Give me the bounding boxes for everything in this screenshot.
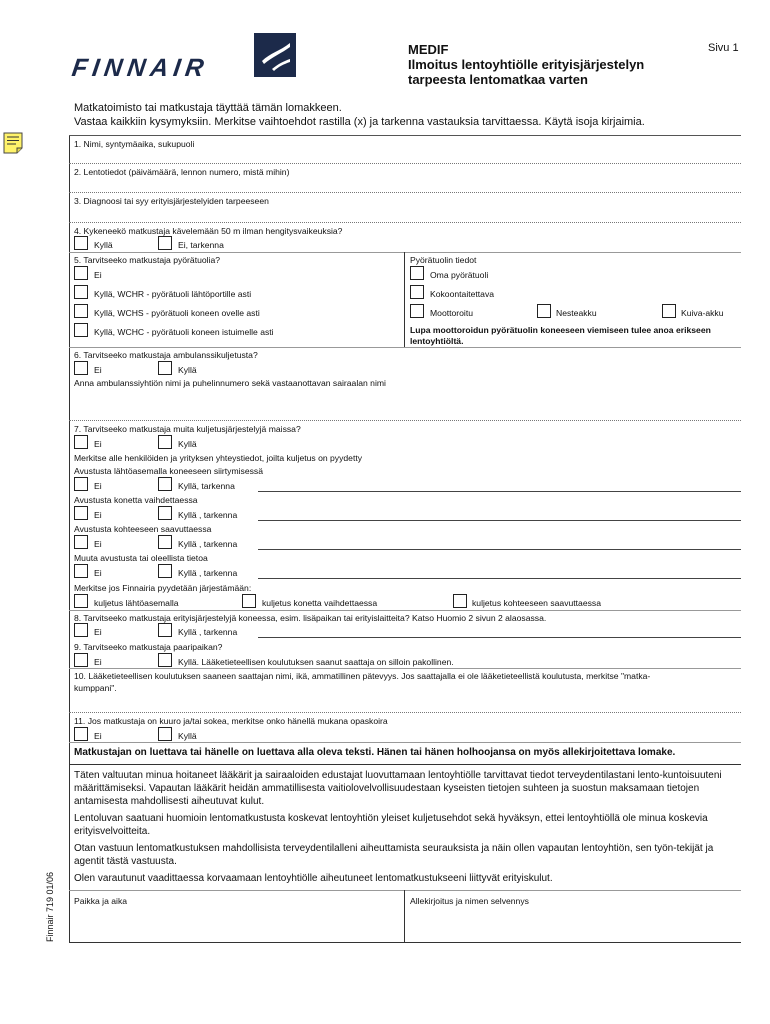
place-date-field[interactable]	[74, 908, 400, 938]
q6-field-line[interactable]	[69, 420, 741, 421]
q1-field-line[interactable]	[69, 163, 741, 164]
dry-battery-checkbox[interactable]	[662, 304, 676, 318]
consent-paragraph-3: Otan vastuun lentomatkustuksen mahdollisista terveydentilalleni aiheuttamista seurauksista ja näin ollen vapautan lentoyhtiön, sen työn-tekijät ja agentit tästä vastuusta.	[74, 843, 714, 867]
consent-paragraph-2: Lentoluvan saatuani huomioin lentomatkustusta koskevat lentoyhtiön yleiset kuljetusehdot sekä hyväksyn, ettei lentoyhtiöllä ole minua koskevia erityisvelvoitteita.	[74, 813, 708, 837]
page-number: Sivu 1	[708, 42, 739, 54]
q7-no-label: Ei	[94, 439, 102, 449]
q7-yes-label: Kyllä	[178, 439, 197, 449]
consent-paragraph-1: Täten valtuutan minua hoitaneet lääkärit ja sairaaloiden edustajat luovuttamaan lentoyhtiölle tarvittavat tiedot terveydentilastani lento-kuntoisuuteni määrittämiseksi. Vapautan lääkärit heidän ammatillisesta vaitiolovelvollisuudestaan kyseisten tietojen suhteen ja suostun maksamaan tietojen antamisesta mahdollisesti aiheutuvat kulut.	[74, 770, 722, 807]
q8-yes-label: Kyllä , tarkenna	[178, 627, 238, 637]
document-title	[408, 42, 708, 87]
divider	[69, 742, 741, 743]
title-line3: tarpeesta lentomatkaa varten	[408, 72, 588, 87]
f-dest-checkbox[interactable]	[453, 594, 467, 608]
q10-field-line[interactable]	[69, 712, 741, 713]
q6-label: 6. Tarvitseeko matkustaja ambulanssikuljetusta?	[74, 350, 258, 360]
q6-yes-checkbox[interactable]	[158, 361, 172, 375]
divider	[69, 347, 741, 348]
signature-label: Allekirjoitus ja nimen selvennys	[410, 896, 529, 906]
conn-assist-label: Avustusta konetta vaihdettaessa	[74, 495, 198, 505]
q5-no-checkbox[interactable]	[74, 266, 88, 280]
permit-note-line1: Lupa moottoroidun pyörätuolin koneeseen viemiseen tulee anoa erikseen	[410, 325, 711, 335]
q5-column-divider	[404, 252, 405, 347]
f-dest-label: kuljetus kohteeseen saavuttaessa	[472, 598, 601, 608]
q4-yes-label: Kyllä	[94, 240, 113, 250]
f-conn-checkbox[interactable]	[242, 594, 256, 608]
q5-wchc-checkbox[interactable]	[74, 323, 88, 337]
q10-line2: kumppani".	[74, 683, 117, 693]
dest-assist-label: Avustusta kohteeseen saavuttaessa	[74, 524, 212, 534]
q5-wchc-label: Kyllä, WCHC - pyörätuoli koneen istuimelle asti	[94, 327, 274, 337]
dep-detail-line[interactable]	[258, 491, 741, 492]
q4-no-label: Ei, tarkenna	[178, 240, 224, 250]
signature-column-divider	[404, 890, 405, 943]
place-date-label: Paikka ja aika	[74, 896, 128, 906]
own-wheelchair-label: Oma pyörätuoli	[430, 270, 489, 280]
other-no-label: Ei	[94, 568, 102, 578]
f-dep-label: kuljetus lähtöasemalla	[94, 598, 179, 608]
other-yes-checkbox[interactable]	[158, 564, 172, 578]
q8-no-checkbox[interactable]	[74, 623, 88, 637]
intro-line1: Matkatoimisto tai matkustaja täyttää tämän lomakkeen.	[74, 102, 342, 114]
wheelchair-header: Pyörätuolin tiedot	[410, 255, 477, 265]
q5-wchr-checkbox[interactable]	[74, 285, 88, 299]
q5-no-label: Ei	[94, 270, 102, 280]
q5-wchs-label: Kyllä, WCHS - pyörätuoli koneen ovelle asti	[94, 308, 260, 318]
signature-notice: Matkustajan on luettava tai hänelle on luettava alla oleva teksti. Hänen tai hänen holhoojansa on myös allekirjoitettava lomake.	[74, 747, 676, 758]
other-assist-label: Muuta avustusta tai oleellista tietoa	[74, 553, 208, 563]
q5-label: 5. Tarvitseeko matkustaja pyörätuolia?	[74, 255, 221, 265]
divider	[69, 668, 741, 669]
motorized-label: Moottoroitu	[430, 308, 473, 318]
q6-sub-label: Anna ambulanssiyhtiön nimi ja puhelinnumero sekä vastaanottavan sairaalan nimi	[74, 378, 386, 388]
title-line2: Ilmoitus lentoyhtiölle erityisjärjestelyn	[408, 57, 645, 72]
dep-no-label: Ei	[94, 481, 102, 491]
q8-no-label: Ei	[94, 627, 102, 637]
q3-field-line[interactable]	[69, 222, 741, 223]
dest-yes-label: Kyllä , tarkenna	[178, 539, 238, 549]
q5-wchr-label: Kyllä, WCHR - pyörätuoli lähtöportille asti	[94, 289, 252, 299]
q9-no-checkbox[interactable]	[74, 653, 88, 667]
finnair-logo-text: FINNAIR	[70, 54, 211, 82]
q6-yes-label: Kyllä	[178, 365, 197, 375]
q11-yes-checkbox[interactable]	[158, 727, 172, 741]
motorized-checkbox[interactable]	[410, 304, 424, 318]
signature-field[interactable]	[410, 908, 736, 938]
q11-label: 11. Jos matkustaja on kuuro ja/tai sokea, merkitse onko hänellä mukana opaskoira	[74, 716, 388, 726]
note-icon[interactable]	[3, 132, 23, 154]
q7-yes-checkbox[interactable]	[158, 435, 172, 449]
finnair-logo-mark	[254, 33, 296, 77]
folding-label: Kokoontaitettava	[430, 289, 495, 299]
dep-yes-label: Kyllä, tarkenna	[178, 481, 235, 491]
q5-wchs-checkbox[interactable]	[74, 304, 88, 318]
q8-label: 8. Tarvitseeko matkustaja erityisjärjestelyjä koneessa, esim. lisäpaikan tai erityislaitteita? Katso Huomio 2 sivun 2 alaosassa.	[74, 613, 547, 623]
folding-checkbox[interactable]	[410, 285, 424, 299]
conn-no-label: Ei	[94, 510, 102, 520]
q2-label: 2. Lentotiedot (päivämäärä, lennon numero, mistä mihin)	[74, 167, 290, 177]
q11-no-checkbox[interactable]	[74, 727, 88, 741]
q9-label: 9. Tarvitseeko matkustaja paaripaikan?	[74, 642, 223, 652]
form-code: Finnair 719 01/06	[45, 871, 55, 942]
q4-label: 4. Kykeneekö matkustaja kävelemään 50 m ilman hengitysvaikeuksia?	[74, 226, 343, 236]
q8-detail-line[interactable]	[258, 637, 741, 638]
dest-yes-checkbox[interactable]	[158, 535, 172, 549]
divider	[69, 252, 741, 253]
dep-no-checkbox[interactable]	[74, 477, 88, 491]
q6-no-label: Ei	[94, 365, 102, 375]
finnair-arrange-label: Merkitse jos Finnairia pyydetään järjestämään:	[74, 583, 252, 593]
wet-battery-label: Nesteakku	[556, 308, 597, 318]
dep-assist-label: Avustusta lähtöasemalla koneeseen siirtymisessä	[74, 466, 263, 476]
permit-note-line2: lentoyhtiöltä.	[410, 336, 464, 346]
f-dep-checkbox[interactable]	[74, 594, 88, 608]
wet-battery-checkbox[interactable]	[537, 304, 551, 318]
conn-yes-checkbox[interactable]	[158, 506, 172, 520]
q7-sub-label: Merkitse alle henkilöiden ja yrityksen yhteystiedot, joilta kuljetus on pyydetty	[74, 453, 363, 463]
conn-detail-line[interactable]	[258, 520, 741, 521]
other-no-checkbox[interactable]	[74, 564, 88, 578]
dry-battery-label: Kuiva-akku	[681, 308, 724, 318]
q9-yes-checkbox[interactable]	[158, 653, 172, 667]
conn-no-checkbox[interactable]	[74, 506, 88, 520]
q7-label: 7. Tarvitseeko matkustaja muita kuljetusjärjestelyjä maissa?	[74, 424, 301, 434]
q4-no-checkbox[interactable]	[158, 236, 172, 250]
conn-yes-label: Kyllä , tarkenna	[178, 510, 238, 520]
form-top-border	[69, 135, 741, 136]
q2-field-line[interactable]	[69, 192, 741, 193]
q1-label: 1. Nimi, syntymäaika, sukupuoli	[74, 139, 195, 149]
other-detail-line[interactable]	[258, 578, 741, 579]
divider	[69, 764, 741, 765]
q11-yes-label: Kyllä	[178, 731, 197, 741]
dest-no-label: Ei	[94, 539, 102, 549]
q11-no-label: Ei	[94, 731, 102, 741]
intro-text	[74, 101, 734, 129]
q6-no-checkbox[interactable]	[74, 361, 88, 375]
q9-no-label: Ei	[94, 657, 102, 667]
q3-label: 3. Diagnoosi tai syy erityisjärjestelyiden tarpeeseen	[74, 196, 269, 206]
intro-line2: Vastaa kaikkiin kysymyksiin. Merkitse vaihtoehdot rastilla (x) ja tarkenna vastauksia tarvittaessa. Käytä isoja kirjaimia.	[74, 116, 645, 128]
dest-no-checkbox[interactable]	[74, 535, 88, 549]
divider	[69, 890, 741, 891]
q9-yes-label: Kyllä. Lääketieteellisen koulutuksen saanut saattaja on silloin pakollinen.	[178, 657, 454, 667]
q8-yes-checkbox[interactable]	[158, 623, 172, 637]
other-yes-label: Kyllä , tarkenna	[178, 568, 238, 578]
own-wheelchair-checkbox[interactable]	[410, 266, 424, 280]
q7-no-checkbox[interactable]	[74, 435, 88, 449]
f-conn-label: kuljetus konetta vaihdettaessa	[262, 598, 378, 608]
divider	[69, 610, 741, 611]
form-left-border	[69, 135, 70, 943]
q4-yes-checkbox[interactable]	[74, 236, 88, 250]
dep-yes-checkbox[interactable]	[158, 477, 172, 491]
q10-line1: 10. Lääketieteellisen koulutuksen saaneen saattajan nimi, ikä, ammatillinen pätevyys. Jos saattajalla ei ole lääketieteellistä koulutusta, merkitse "matka-	[74, 671, 651, 681]
form-bottom-border	[69, 942, 741, 943]
dest-detail-line[interactable]	[258, 549, 741, 550]
consent-paragraph-4: Olen varautunut vaadittaessa korvaamaan lentoyhtiölle aiheutuneet lentomatkustukseeni liittyvät erityiskulut.	[74, 873, 553, 884]
title-medif: MEDIF	[408, 42, 449, 57]
